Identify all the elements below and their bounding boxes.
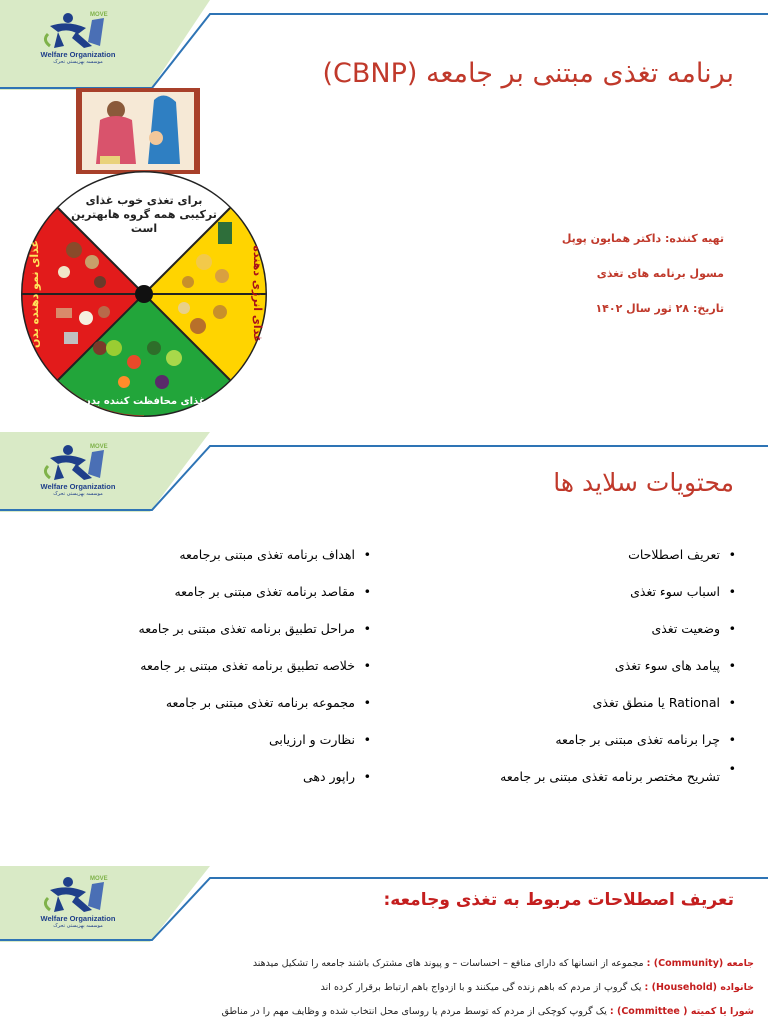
list-item: • تعریف اصطلاحات bbox=[478, 536, 738, 573]
list-item: • مجموعه برنامه تغذی مبتنی بر جامعه bbox=[43, 684, 373, 721]
welfare-organization-logo bbox=[28, 876, 128, 932]
slide-contents bbox=[0, 432, 768, 858]
logo-org-name-fa: موسسه بهزیستی تحرک bbox=[53, 923, 103, 929]
logo-org-name-en: Welfare Organization bbox=[40, 914, 116, 923]
list-item: • خلاصه تطبیق برنامه تغذی مبتنی بر جامعه bbox=[43, 647, 373, 684]
list-item: • راپور دهی bbox=[43, 758, 373, 795]
list-item: • مراحل تطبیق برنامه تغذی مبتنی بر جامعه bbox=[43, 610, 373, 647]
list-item: • Rational یا منطق تغذی bbox=[478, 684, 738, 721]
definition-household bbox=[321, 982, 754, 993]
slide-definitions bbox=[0, 866, 768, 1024]
food-groups-wheel bbox=[4, 86, 272, 424]
logo-figure-icon bbox=[28, 876, 128, 916]
list-item: • پیامد های سوء تغذی bbox=[478, 647, 738, 684]
slide-title-text: محتویات سلاید ها bbox=[553, 468, 734, 497]
welfare-organization-logo bbox=[28, 444, 128, 500]
list-item: • وضعیت تغذی bbox=[478, 610, 738, 647]
list-item: • تشریح مختصر برنامه تغذی مبتنی بر جامعه bbox=[490, 758, 738, 788]
list-item: • اسباب سوء تغذی bbox=[478, 573, 738, 610]
definition-term: جامعه (Community) : bbox=[646, 958, 754, 969]
prepared-by-text: تهیه کننده: داکتر همایون پوپل bbox=[561, 232, 724, 245]
definition-text: مجموعه از انسانها که دارای منافع – احساسات – و پیوند های مشترک باشند جامعه را تشکیل میدهند bbox=[252, 958, 644, 969]
definition-community bbox=[253, 958, 754, 969]
definition-committee bbox=[222, 1006, 754, 1017]
date-text: تاریخ: ۲۸ ثور سال ۱۴۰۲ bbox=[595, 302, 724, 315]
contents-list-right bbox=[478, 536, 738, 788]
definition-term: خانواده (Household) : bbox=[644, 982, 754, 993]
list-item: • مقاصد برنامه تغذی مبتنی بر جامعه bbox=[43, 573, 373, 610]
logo-move-text: MOVE bbox=[90, 876, 108, 882]
logo-org-name-en: Welfare Organization bbox=[40, 50, 116, 59]
logo-move-text: MOVE bbox=[90, 444, 108, 450]
wheel-center-text-3: است bbox=[130, 222, 158, 235]
wheel-center-text-1: برای تغذی خوب غذای bbox=[85, 194, 203, 207]
wheel-right-label: غذای انرژی دهنده bbox=[251, 245, 264, 343]
definition-text: یک گروپ از مردم که باهم زنده گی میکنند و با ازدواج باهم ارتباط برقرار کرده اند bbox=[320, 982, 642, 993]
slide-title-text: برنامه تغذی مبتنی بر جامعه (CBNP) bbox=[322, 58, 734, 89]
logo-move-text: MOVE bbox=[90, 12, 108, 18]
slide-title-text: تعریف اصطلاحات مربوط به تغذی وجامعه: bbox=[383, 890, 734, 910]
wheel-left-label: غذای نمو دهنده بدن bbox=[28, 239, 41, 349]
logo-org-name-en: Welfare Organization bbox=[40, 482, 116, 491]
list-item: • اهداف برنامه تغذی مبتنی برجامعه bbox=[43, 536, 373, 573]
logo-org-name-fa: موسسه بهزیستی تحرک bbox=[53, 491, 103, 497]
list-item: • نظارت و ارزیابی bbox=[43, 721, 373, 758]
wheel-center-text-2: ترکیبی همه گروه هابهترین bbox=[71, 208, 217, 221]
welfare-organization-logo bbox=[28, 12, 128, 68]
logo-figure-icon bbox=[28, 444, 128, 484]
slide-title bbox=[0, 0, 768, 428]
contents-list-left bbox=[43, 536, 373, 795]
definition-text: یک گروپ کوچکی از مردم که توسط مردم یا روسای محل انتخاب شده و وظایف مهم را در مناطق bbox=[221, 1006, 607, 1017]
list-item: • چرا برنامه تغذی مبتنی بر جامعه bbox=[478, 721, 738, 758]
definition-term: شورا یا کمیته ( Committee) : bbox=[609, 1006, 754, 1017]
logo-org-name-fa: موسسه بهزیستی تحرک bbox=[53, 59, 103, 65]
wheel-bottom-label: غذای محافظت کننده بدن bbox=[82, 396, 206, 407]
logo-figure-icon bbox=[28, 12, 128, 52]
role-text: مسول برنامه های تغذی bbox=[596, 267, 724, 280]
